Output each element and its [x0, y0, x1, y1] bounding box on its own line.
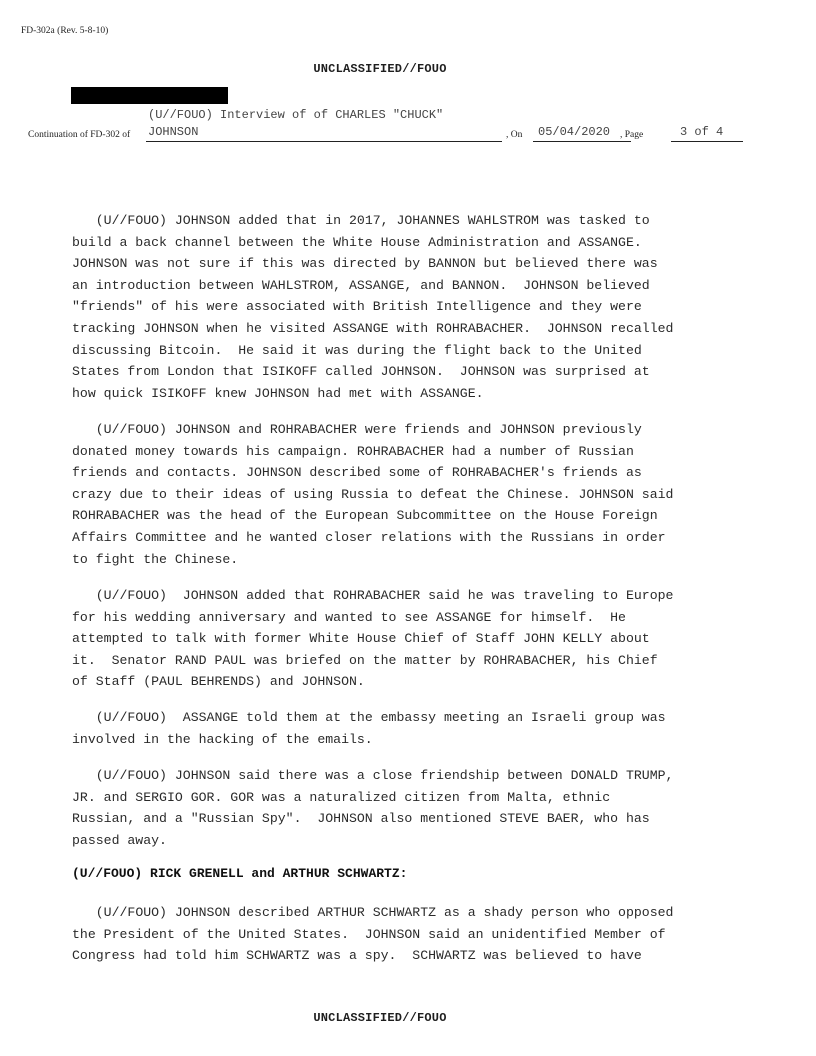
paragraph-schwartz: (U//FOUO) JOHNSON described ARTHUR SCHWARTZ as a shady person who opposed the President of the United States. JOHNSON said an unidentified Member of Congress had told him SCHWARTZ was a spy. SCHWARTZ was believed to have: [72, 905, 674, 964]
section-heading: (U//FOUO) RICK GRENELL and ARTHUR SCHWARTZ:: [72, 866, 408, 881]
paragraph-embassy-meeting: (U//FOUO) ASSANGE told them at the embassy meeting an Israeli group was involved in the hacking of the emails.: [72, 710, 666, 747]
date-underline: [533, 141, 631, 142]
subject-underline: [146, 141, 502, 142]
on-label: , On: [506, 130, 523, 140]
paragraph-rohrabacher: (U//FOUO) JOHNSON and ROHRABACHER were friends and JOHNSON previously donated money towards his campaign. ROHRABACHER had a number of Russian friends and contacts. JOHNSON described some of ROHRABACHER's friends as crazy due to their ideas of using Russia to defeat the Chinese. JOHNSON said ROHRABACHER was the head of the European Subcommittee on the House Foreign Affairs Committee and he wanted closer relations with the Russians in order to fight the Chinese.: [72, 422, 674, 567]
page-label: , Page: [620, 130, 644, 140]
paragraph-wahlstrom: (U//FOUO) JOHNSON added that in 2017, JOHANNES WAHLSTROM was tasked to build a back channel between the White House Administration and ASSANGE. JOHNSON was not sure if this was directed by BANNON but believed there was an introduction between WAHLSTROM, ASSANGE, and BANNON. JOHNSON believed "friends" of his were associated with British Intelligence and they were tracking JOHNSON when he visited ASSANGE with ROHRABACHER. JOHNSON recalled discussing Bitcoin. He said it was during the flight back to the United States from London that ISIKOFF called JOHNSON. JOHNSON was surprised at how quick ISIKOFF knew JOHNSON had met with ASSANGE.: [72, 213, 674, 401]
page-number: 3 of 4: [680, 125, 724, 139]
form-id: FD-302a (Rev. 5-8-10): [21, 26, 109, 36]
interview-date: 05/04/2020: [538, 125, 611, 139]
classification-marking-bottom: UNCLASSIFIED//FOUO: [313, 1011, 447, 1025]
continuation-label: Continuation of FD-302 of: [28, 130, 131, 140]
paragraph-trump-jr-gor: (U//FOUO) JOHNSON said there was a close friendship between DONALD TRUMP, JR. and SERGIO GOR. GOR was a naturalized citizen from Malta, ethnic Russian, and a "Russian Spy". JOHNSON also mentioned STEVE BAER, who has passed away.: [72, 768, 674, 848]
subject-line-1: (U//FOUO) Interview of of CHARLES "CHUCK": [148, 108, 444, 122]
paragraph-wedding-anniversary: (U//FOUO) JOHNSON added that ROHRABACHER said he was traveling to Europe for his wedding anniversary and wanted to see ASSANGE for himself. He attempted to talk with former White House Chief of Staff JOHN KELLY about it. Senator RAND PAUL was briefed on the matter by ROHRABACHER, his Chief of Staff (PAUL BEHRENDS) and JOHNSON.: [72, 588, 674, 690]
subject-line-2: JOHNSON: [148, 125, 199, 139]
redaction-block: [71, 87, 228, 104]
classification-marking-top: UNCLASSIFIED//FOUO: [313, 62, 447, 76]
page-underline: [671, 141, 743, 142]
